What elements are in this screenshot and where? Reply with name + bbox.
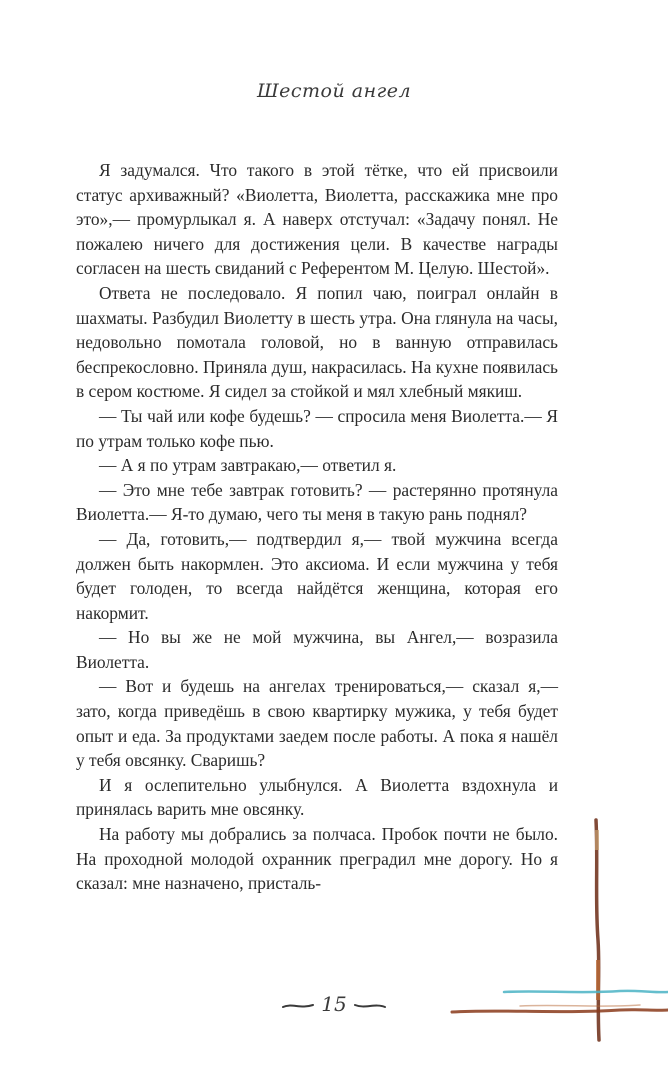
paragraph: Я задумался. Что такого в этой тётке, что ей присвоили статус архиважный? «Виолетта, Виолетта, расскажика мне про это»,— промурлыкал я. А наверх отстучал: «Задачу понял. Не пожалею ничего для достижения цели. В качестве награды согласен на шесть свиданий с Референтом М. Целую. Шестой». <box>76 160 558 279</box>
page-number: 15 <box>321 992 347 1016</box>
paragraph: И я ослепительно улыбнулся. А Виолетта вздохнула и принялась варить мне овсянку. <box>76 774 558 820</box>
paragraph: — Да, готовить,— подтвердил я,— твой мужчина всегда должен быть накормлен. Это аксиома. И если мужчина у тебя будет голоден, то всегда найдётся женщина, которая его накормит. <box>76 528 558 623</box>
paragraph: — Ты чай или кофе будешь? — спросила меня Виолетта.— Я по утрам только кофе пью. <box>76 405 558 451</box>
paragraph: — Вот и будешь на ангелах тренироваться,— сказал я,— зато, когда приведёшь в свою квартирку мужика, у тебя будет опыт и еда. За продуктами заедем после работы. А пока я нашёл у тебя овсянку. Сваришь? <box>76 676 558 771</box>
paragraph: — А я по утрам завтракаю,— ответил я. <box>99 455 397 476</box>
paragraph: — Но вы же не мой мужчина, вы Ангел,— возразила Виолетта. <box>76 627 558 672</box>
paragraph: — Это мне тебе завтрак готовить? — растерянно протянула Виолетта.— Я-то думаю, чего ты меня в такую рань поднял? <box>76 479 558 525</box>
paragraph: Ответа не последовало. Я попил чаю, поиграл онлайн в шахматы. Разбудил Виолетту в шесть утра. Она глянула на часы, недовольно помотала головой, но в ванную отправилась беспрекословно. Приняла душ, накрасилась. На кухне появилась в сером костюме. Я сидел за стойкой и мял хлебный мякиш. <box>76 282 558 402</box>
running-title: Шестой ангел <box>256 80 412 102</box>
paragraph: На работу мы добрались за полчаса. Пробок почти не было. На проходной молодой охранник преградил мне дорогу. Но я сказал: мне назначено, присталь- <box>76 824 558 894</box>
